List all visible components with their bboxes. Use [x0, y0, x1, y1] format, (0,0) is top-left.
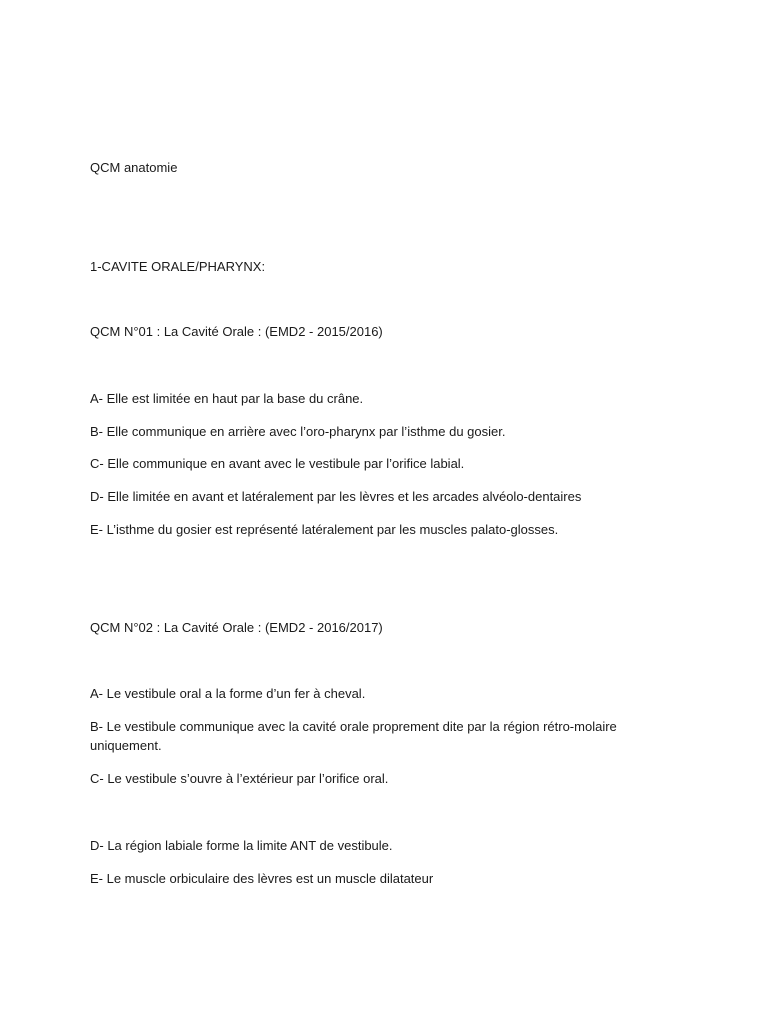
answer-option: D- Elle limitée en avant et latéralement par les lèvres et les arcades alvéolo-dentaires: [90, 489, 582, 504]
question-heading: QCM N°01 : La Cavité Orale : (EMD2 - 2015/2016): [90, 324, 383, 339]
answer-option: B- Elle communique en arrière avec l’oro-pharynx par l’isthme du gosier.: [90, 424, 506, 439]
answer-option: D- La région labiale forme la limite ANT de vestibule.: [90, 838, 393, 853]
answer-option: B- Le vestibule communique avec la cavité orale proprement dite par la région rétro-molaire uniquement.: [90, 719, 617, 753]
answer-option: C- Le vestibule s’ouvre à l’extérieur par l’orifice oral.: [90, 771, 389, 786]
answer-option: A- Le vestibule oral a la forme d’un fer à cheval.: [90, 686, 366, 701]
section-heading: 1-CAVITE ORALE/PHARYNX:: [90, 259, 266, 274]
answer-option: A- Elle est limitée en haut par la base du crâne.: [90, 391, 364, 406]
answer-option: C- Elle communique en avant avec le vestibule par l’orifice labial.: [90, 456, 465, 471]
answer-option: E- Le muscle orbiculaire des lèvres est un muscle dilatateur: [90, 871, 434, 886]
document-title: QCM anatomie: [90, 160, 178, 175]
question-heading: QCM N°02 : La Cavité Orale : (EMD2 - 2016/2017): [90, 620, 383, 635]
answer-option: E- L’isthme du gosier est représenté latéralement par les muscles palato-glosses.: [90, 522, 559, 537]
